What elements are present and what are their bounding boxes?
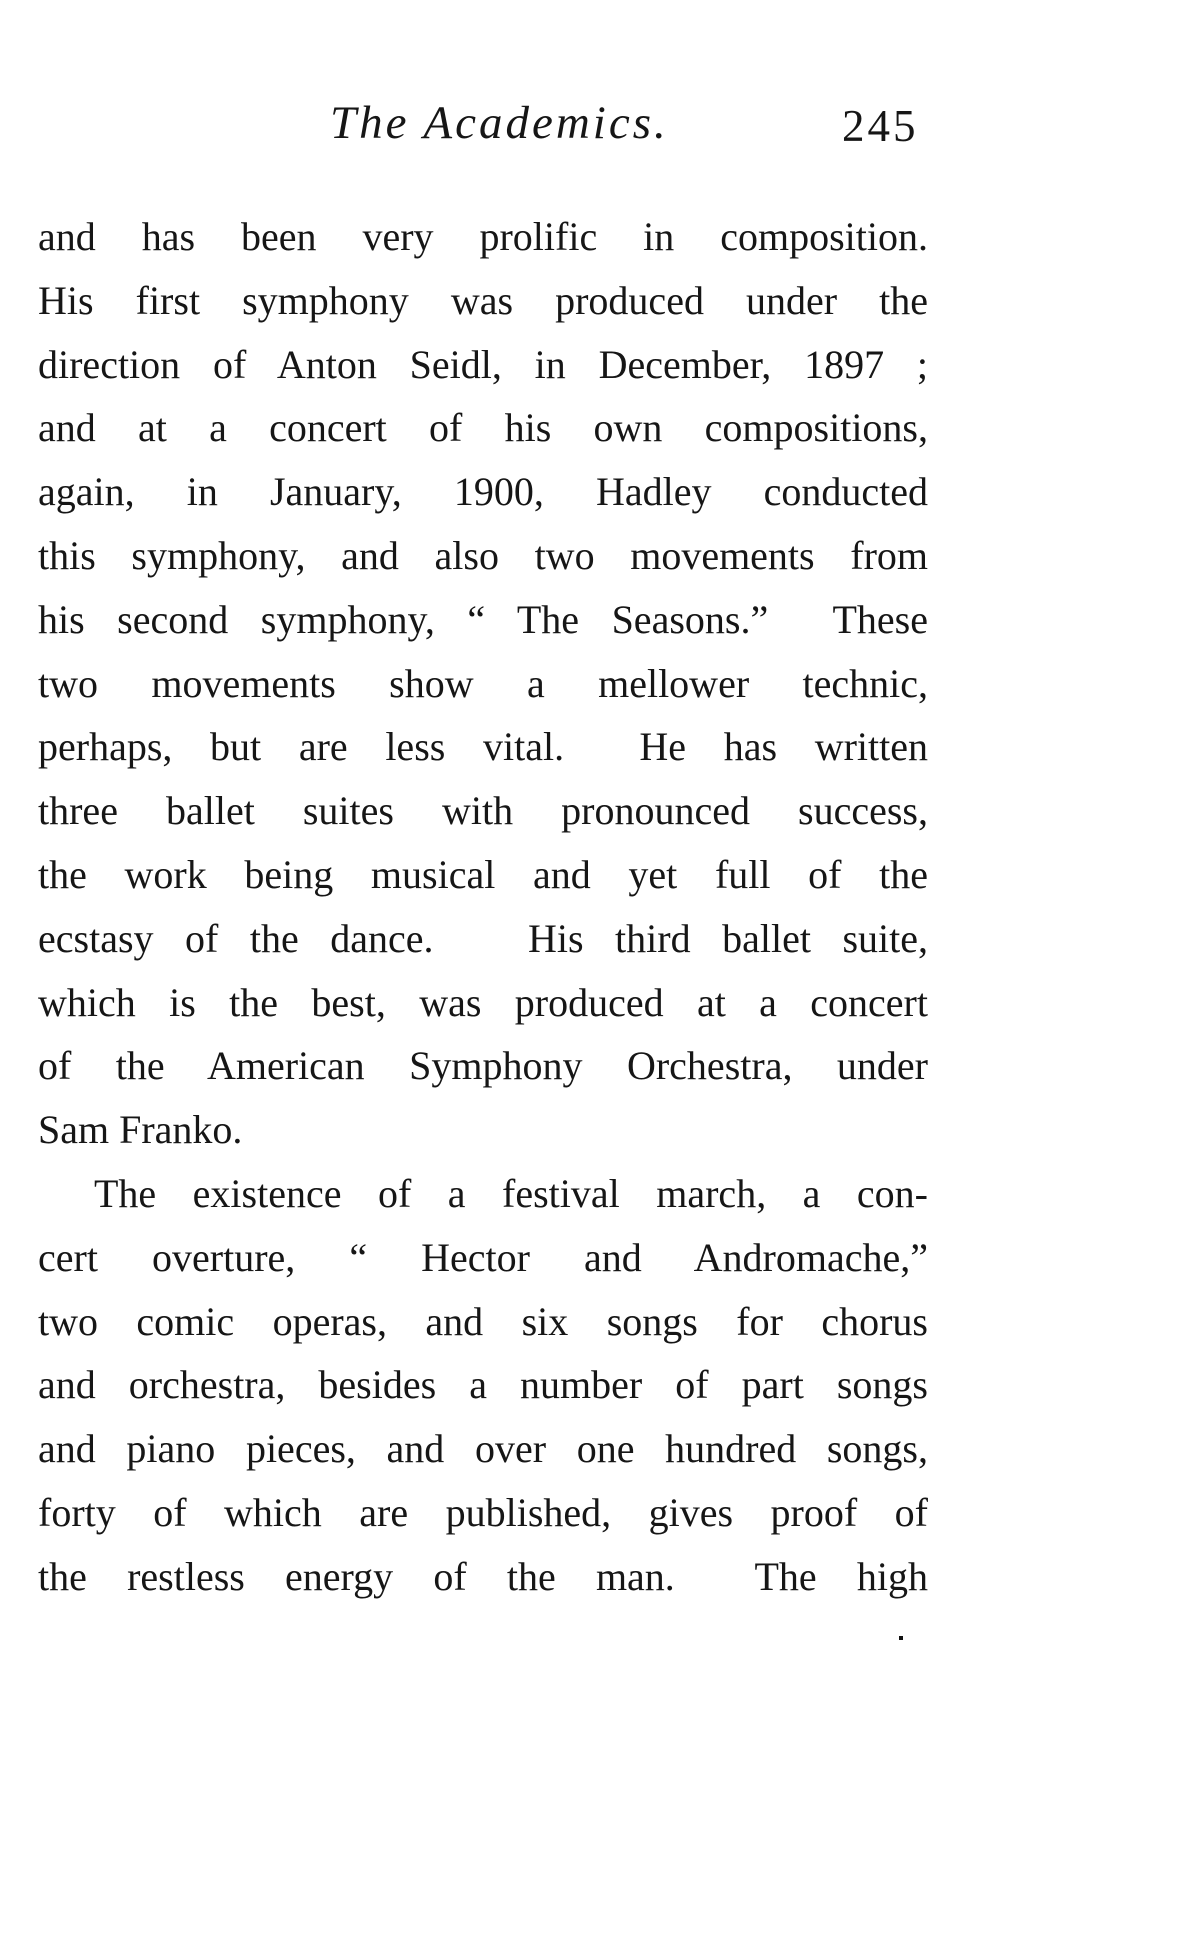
text-line: and at a concert of his own compositions, [38,405,928,451]
text-line: perhaps, but are less vital. He has written [38,724,928,770]
page-title: The Academics. [330,97,669,149]
text-line: which is the best, was produced at a concert [38,979,928,1025]
text-line: the restless energy of the man. The high [38,1553,928,1599]
text-line: ecstasy of the dance. His third ballet suite, [38,915,928,961]
text-line: this symphony, and also two movements from [38,532,928,578]
text-line: again, in January, 1900, Hadley conducted [38,469,928,515]
page-number: 245 [842,101,919,151]
text-line: cert overture, “ Hector and Andromache,” [38,1234,928,1280]
running-header [0,96,1179,166]
text-line: Sam Franko. [38,1107,243,1153]
text-line: two comic operas, and six songs for chorus [38,1298,928,1344]
text-line: His first symphony was produced under the [38,277,928,323]
text-line: and has been very prolific in composition. [38,214,928,259]
text-line: two movements show a mellower technic, [38,660,928,706]
text-line: and orchestra, besides a number of part songs [38,1362,928,1408]
text-line: the work being musical and yet full of the [38,851,928,897]
text-line: of the American Symphony Orchestra, under [38,1043,928,1089]
text-line: his second symphony, “ The Seasons.” These [38,596,928,642]
text-line: direction of Anton Seidl, in December, 1897 ; [38,341,928,387]
text-line: and piano pieces, and over one hundred songs, [38,1426,928,1472]
body-text [38,205,928,1609]
ink-speck [899,1636,903,1640]
text-line: three ballet suites with pronounced success, [38,788,928,834]
text-line: forty of which are published, gives proof of [38,1489,928,1535]
text-line: The existence of a festival march, a con- [94,1170,928,1216]
